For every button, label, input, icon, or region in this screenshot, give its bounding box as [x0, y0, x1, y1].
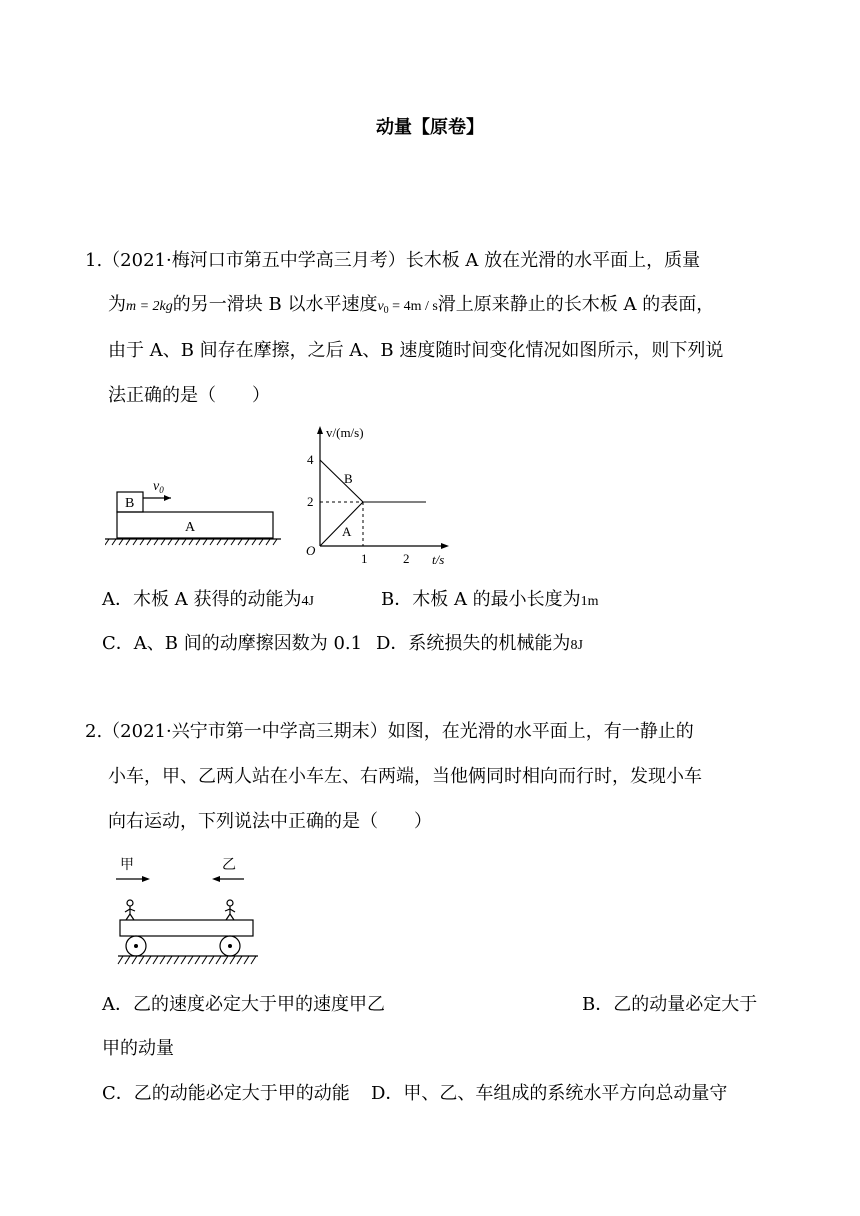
ground-hatch	[118, 956, 256, 964]
q2-stem-line-1: 2.（2021·兴宁市第一中学高三期末）如图，在光滑的水平面上，有一静止的	[85, 721, 694, 742]
q2-cart-figure	[108, 852, 268, 972]
q1-stem-line-1: 1.（2021·梅河口市第五中学高三月考）长木板 A 放在光滑的水平面上，质量	[85, 250, 701, 271]
option-b-value: 1m	[580, 594, 599, 609]
x-axis-arrow	[441, 543, 449, 549]
q1-option-b: B．木板 A 的最小长度为1m	[381, 589, 599, 610]
q2-option-a: A．乙的速度必定大于甲的速度甲乙	[102, 994, 385, 1015]
y-tick-2: 2	[307, 494, 314, 509]
y-axis-arrow	[317, 426, 323, 434]
b-velocity-line	[320, 460, 363, 502]
x-axis-label: t/s	[432, 552, 445, 567]
curve-a-label: A	[342, 524, 352, 539]
v0-expression: $v_0 = 4m / s$	[377, 299, 438, 316]
page-title: 动量【原卷】	[376, 117, 484, 138]
q2-option-b: B．乙的动量必定大于	[582, 994, 758, 1015]
origin-label: O	[306, 543, 316, 558]
q1-stem-line-4: 法正确的是（ ）	[108, 385, 270, 406]
cart-body	[120, 920, 253, 936]
q1-text: 的另一滑块 B 以水平速度	[172, 294, 378, 315]
q1-vt-graph	[298, 420, 453, 570]
q1-block-figure	[105, 470, 290, 552]
q2-stem-line-3: 向右运动，下列说法中正确的是（ ）	[108, 811, 432, 832]
y-axis-label: v/(m/s)	[326, 425, 364, 440]
mass-expression: m = 2kg	[126, 299, 173, 314]
person-yi-label: 乙	[222, 858, 236, 873]
q2-option-b-continued: 甲的动量	[102, 1038, 174, 1059]
q1-stem-line-2	[108, 293, 714, 323]
q1-option-c: C．A、B 间的动摩擦因数为 0.1	[102, 633, 363, 654]
v0-label: $v_0$	[153, 479, 164, 495]
q1-option-a: A．木板 A 获得的动能为4J	[102, 589, 314, 610]
board-a-label: A	[185, 520, 196, 535]
curve-b-label: B	[344, 471, 353, 486]
yi-arrow-head	[212, 876, 220, 882]
q2-option-c: C．乙的动能必定大于甲的动能	[102, 1083, 350, 1104]
q1-option-d: D．系统损失的机械能为8J	[376, 633, 583, 654]
x-tick-2: 2	[403, 551, 410, 566]
person-jia-label: 甲	[120, 858, 134, 873]
q1-text: 滑上原来静止的长木板 A 的表面，	[437, 294, 715, 315]
y-tick-4: 4	[307, 452, 314, 467]
q1-stem-line-3: 由于 A、B 间存在摩擦，之后 A、B 速度随时间变化情况如图所示，则下列说	[108, 340, 724, 361]
jia-arrow-head	[142, 876, 150, 882]
person-jia-icon	[125, 900, 135, 920]
q2-stem-line-2: 小车，甲、乙两人站在小车左、右两端，当他俩同时相向而行时，发现小车	[108, 766, 702, 787]
q2-option-d: D．甲、乙、车组成的系统水平方向总动量守	[371, 1083, 728, 1104]
person-yi-icon	[225, 900, 235, 920]
v0-arrow-head	[164, 495, 171, 501]
option-d-value: 8J	[570, 638, 583, 653]
x-tick-1: 1	[361, 551, 368, 566]
q1-text: 为	[108, 294, 126, 315]
block-b-label: B	[125, 496, 135, 511]
ground-hatch	[105, 539, 277, 545]
option-a-value: 4J	[301, 594, 314, 609]
